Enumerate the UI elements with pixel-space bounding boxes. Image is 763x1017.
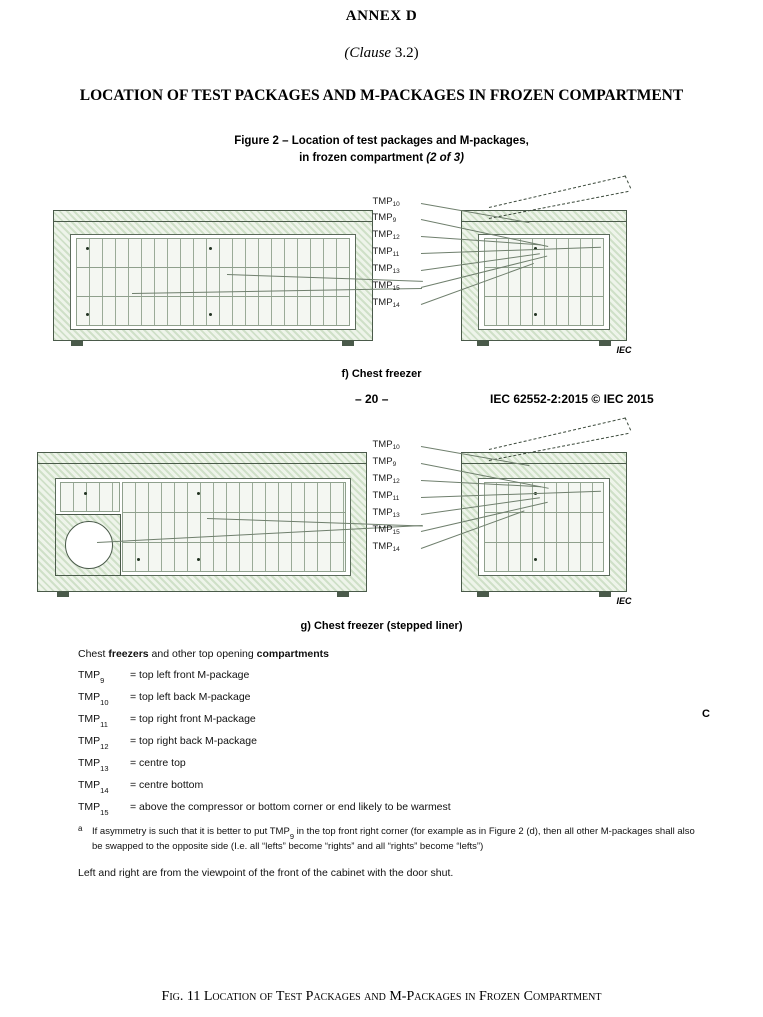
- iec-mark-g: IEC: [616, 595, 632, 606]
- iec-mark-f: IEC: [616, 344, 632, 355]
- shelf-line-left-g-2: [122, 542, 346, 543]
- package-stack-left-g-upper: [60, 482, 120, 512]
- sensor-dot-left-g-4: [137, 558, 140, 561]
- legend-heading: Chest freezers and other top opening compartments: [78, 647, 330, 660]
- legend-row: $TMP_{13}$ = centre top: [78, 756, 186, 774]
- label-tmp-12-g: $TMP_{12}$: [372, 472, 400, 485]
- label-tmp-11-f: $TMP_{11}$: [372, 245, 400, 258]
- open-lid-outline-g-1: [488, 417, 625, 449]
- diagram-chest-freezer-stepped-liner: [37, 424, 727, 614]
- sensor-dot-left-f-3: [86, 313, 89, 316]
- legend-row: $TMP_{14}$ = centre bottom: [78, 779, 204, 796]
- bottom-caption-text: Location of Test Packages and M-Packages in Frozen Compartment: [203, 989, 602, 1004]
- sensor-dot-right-g-2: [534, 558, 537, 561]
- sensor-dot-left-g-3: [197, 558, 200, 561]
- legend-row: $TMP_{12}$ = top right back M-package: [78, 734, 257, 751]
- running-header: [0, 392, 763, 410]
- lid-right-f: [461, 210, 627, 222]
- open-lid-outline-g-3: [624, 417, 631, 430]
- clause-reference: [0, 45, 763, 62]
- bottom-caption-prefix: Fig. 11: [161, 989, 204, 1004]
- bottom-figure-caption: [0, 989, 763, 1005]
- document-page: [0, 8, 763, 1017]
- annex-title: ANNEX D: [345, 8, 418, 24]
- figure-caption-line2-text: in frozen compartment: [299, 151, 427, 164]
- shelf-line-right-g-2: [484, 542, 604, 543]
- figure-caption: [0, 133, 763, 166]
- page-number: – 20 –: [355, 391, 389, 406]
- label-tmp-14-f: $TMP_{14}$: [372, 296, 400, 309]
- foot-left-g-1: [57, 592, 69, 597]
- panel-f-caption: f) Chest freezer: [341, 367, 422, 380]
- shelf-line-left-f-1: [76, 267, 350, 268]
- legend-footnote: a If asymmetry is such that it is better to put $TMP_9$ in the top front right corner (for example as in Figure 2 (d), then all other M-packages shall also be swapped to the opposite side (I.e. all “lefts” become “rights” and all “rights” become “lefts”): [78, 824, 695, 853]
- diagram-chest-freezer: [37, 177, 727, 362]
- lid-left-f: [53, 210, 373, 222]
- shelf-line-left-g-1: [122, 512, 346, 513]
- package-stack-left-g: [122, 482, 346, 572]
- stray-marker: C: [702, 708, 710, 720]
- foot-right-f-1: [477, 341, 489, 346]
- sensor-dot-left-f-1: [86, 247, 89, 250]
- figure-caption-line2: [0, 150, 763, 167]
- legend-block: [78, 648, 698, 879]
- sensor-dot-left-g-2: [197, 492, 200, 495]
- label-tmp-14-g: $TMP_{14}$: [372, 540, 400, 553]
- sensor-dot-left-g-1: [84, 492, 87, 495]
- sensor-dot-left-f-4: [209, 313, 212, 316]
- footnote-marker: a: [78, 824, 83, 834]
- figure-sheet-number: (2 of 3): [426, 151, 464, 164]
- sensor-dot-right-f-2: [534, 313, 537, 316]
- clause-label: (Clause: [344, 45, 395, 61]
- clause-number: 3.2: [394, 45, 414, 61]
- legend-row: $TMP_{10}$ = top left back M-package: [78, 690, 251, 707]
- label-tmp-13-g: $TMP_{13}$: [372, 506, 400, 519]
- standard-reference: IEC 62552-2:2015 © IEC 2015: [490, 391, 654, 406]
- foot-right-f-2: [599, 341, 611, 346]
- page-title: LOCATION OF TEST PACKAGES AND M-PACKAGES IN FROZEN COMPARTMENT: [79, 87, 684, 104]
- legend-row: $TMP_{15}$ = above the compressor or bottom corner or end likely to be warmest: [78, 801, 451, 818]
- foot-left-f-2: [342, 341, 354, 346]
- lid-left-g: [37, 452, 367, 464]
- legend-tail-note: Left and right are from the viewpoint of the front of the cabinet with the door shut.: [78, 866, 454, 879]
- compressor-circle-left-g: [65, 521, 113, 569]
- label-tmp-9-g: $TMP_9$: [372, 455, 397, 468]
- package-stack-left-f: [76, 238, 350, 326]
- foot-left-f-1: [71, 341, 83, 346]
- label-tmp-13-f: $TMP_{13}$: [372, 262, 400, 275]
- label-tmp-12-f: $TMP_{12}$: [372, 228, 400, 241]
- label-tmp-15-f: $TMP_{15}$: [372, 279, 400, 292]
- legend-row: $TMP_9$ = top left front M-package: [78, 668, 250, 685]
- label-tmp-15-g: $TMP_{15}$: [372, 523, 400, 536]
- foot-right-g-1: [477, 592, 489, 597]
- legend-row: $TMP_{11}$ = top right front M-package: [78, 712, 256, 729]
- label-tmp-11-g: $TMP_{11}$: [372, 489, 400, 502]
- clause-close: ): [413, 45, 419, 61]
- shelf-line-right-f-2: [484, 296, 604, 297]
- label-tmp-10-g: $TMP_{10}$: [372, 438, 400, 451]
- label-tmp-9-f: $TMP_9$: [372, 211, 397, 224]
- shelf-line-left-f-2: [76, 296, 350, 297]
- figure-caption-line1: Figure 2 – Location of test packages and M-packages,: [234, 135, 529, 148]
- label-tmp-10-f: $TMP_{10}$: [372, 195, 400, 208]
- sensor-dot-left-f-2: [209, 247, 212, 250]
- panel-g-caption: g) Chest freezer (stepped liner): [300, 619, 463, 632]
- open-lid-outline-f-3: [624, 175, 631, 188]
- foot-left-g-2: [337, 592, 349, 597]
- foot-right-g-2: [599, 592, 611, 597]
- open-lid-outline-f-1: [488, 175, 625, 207]
